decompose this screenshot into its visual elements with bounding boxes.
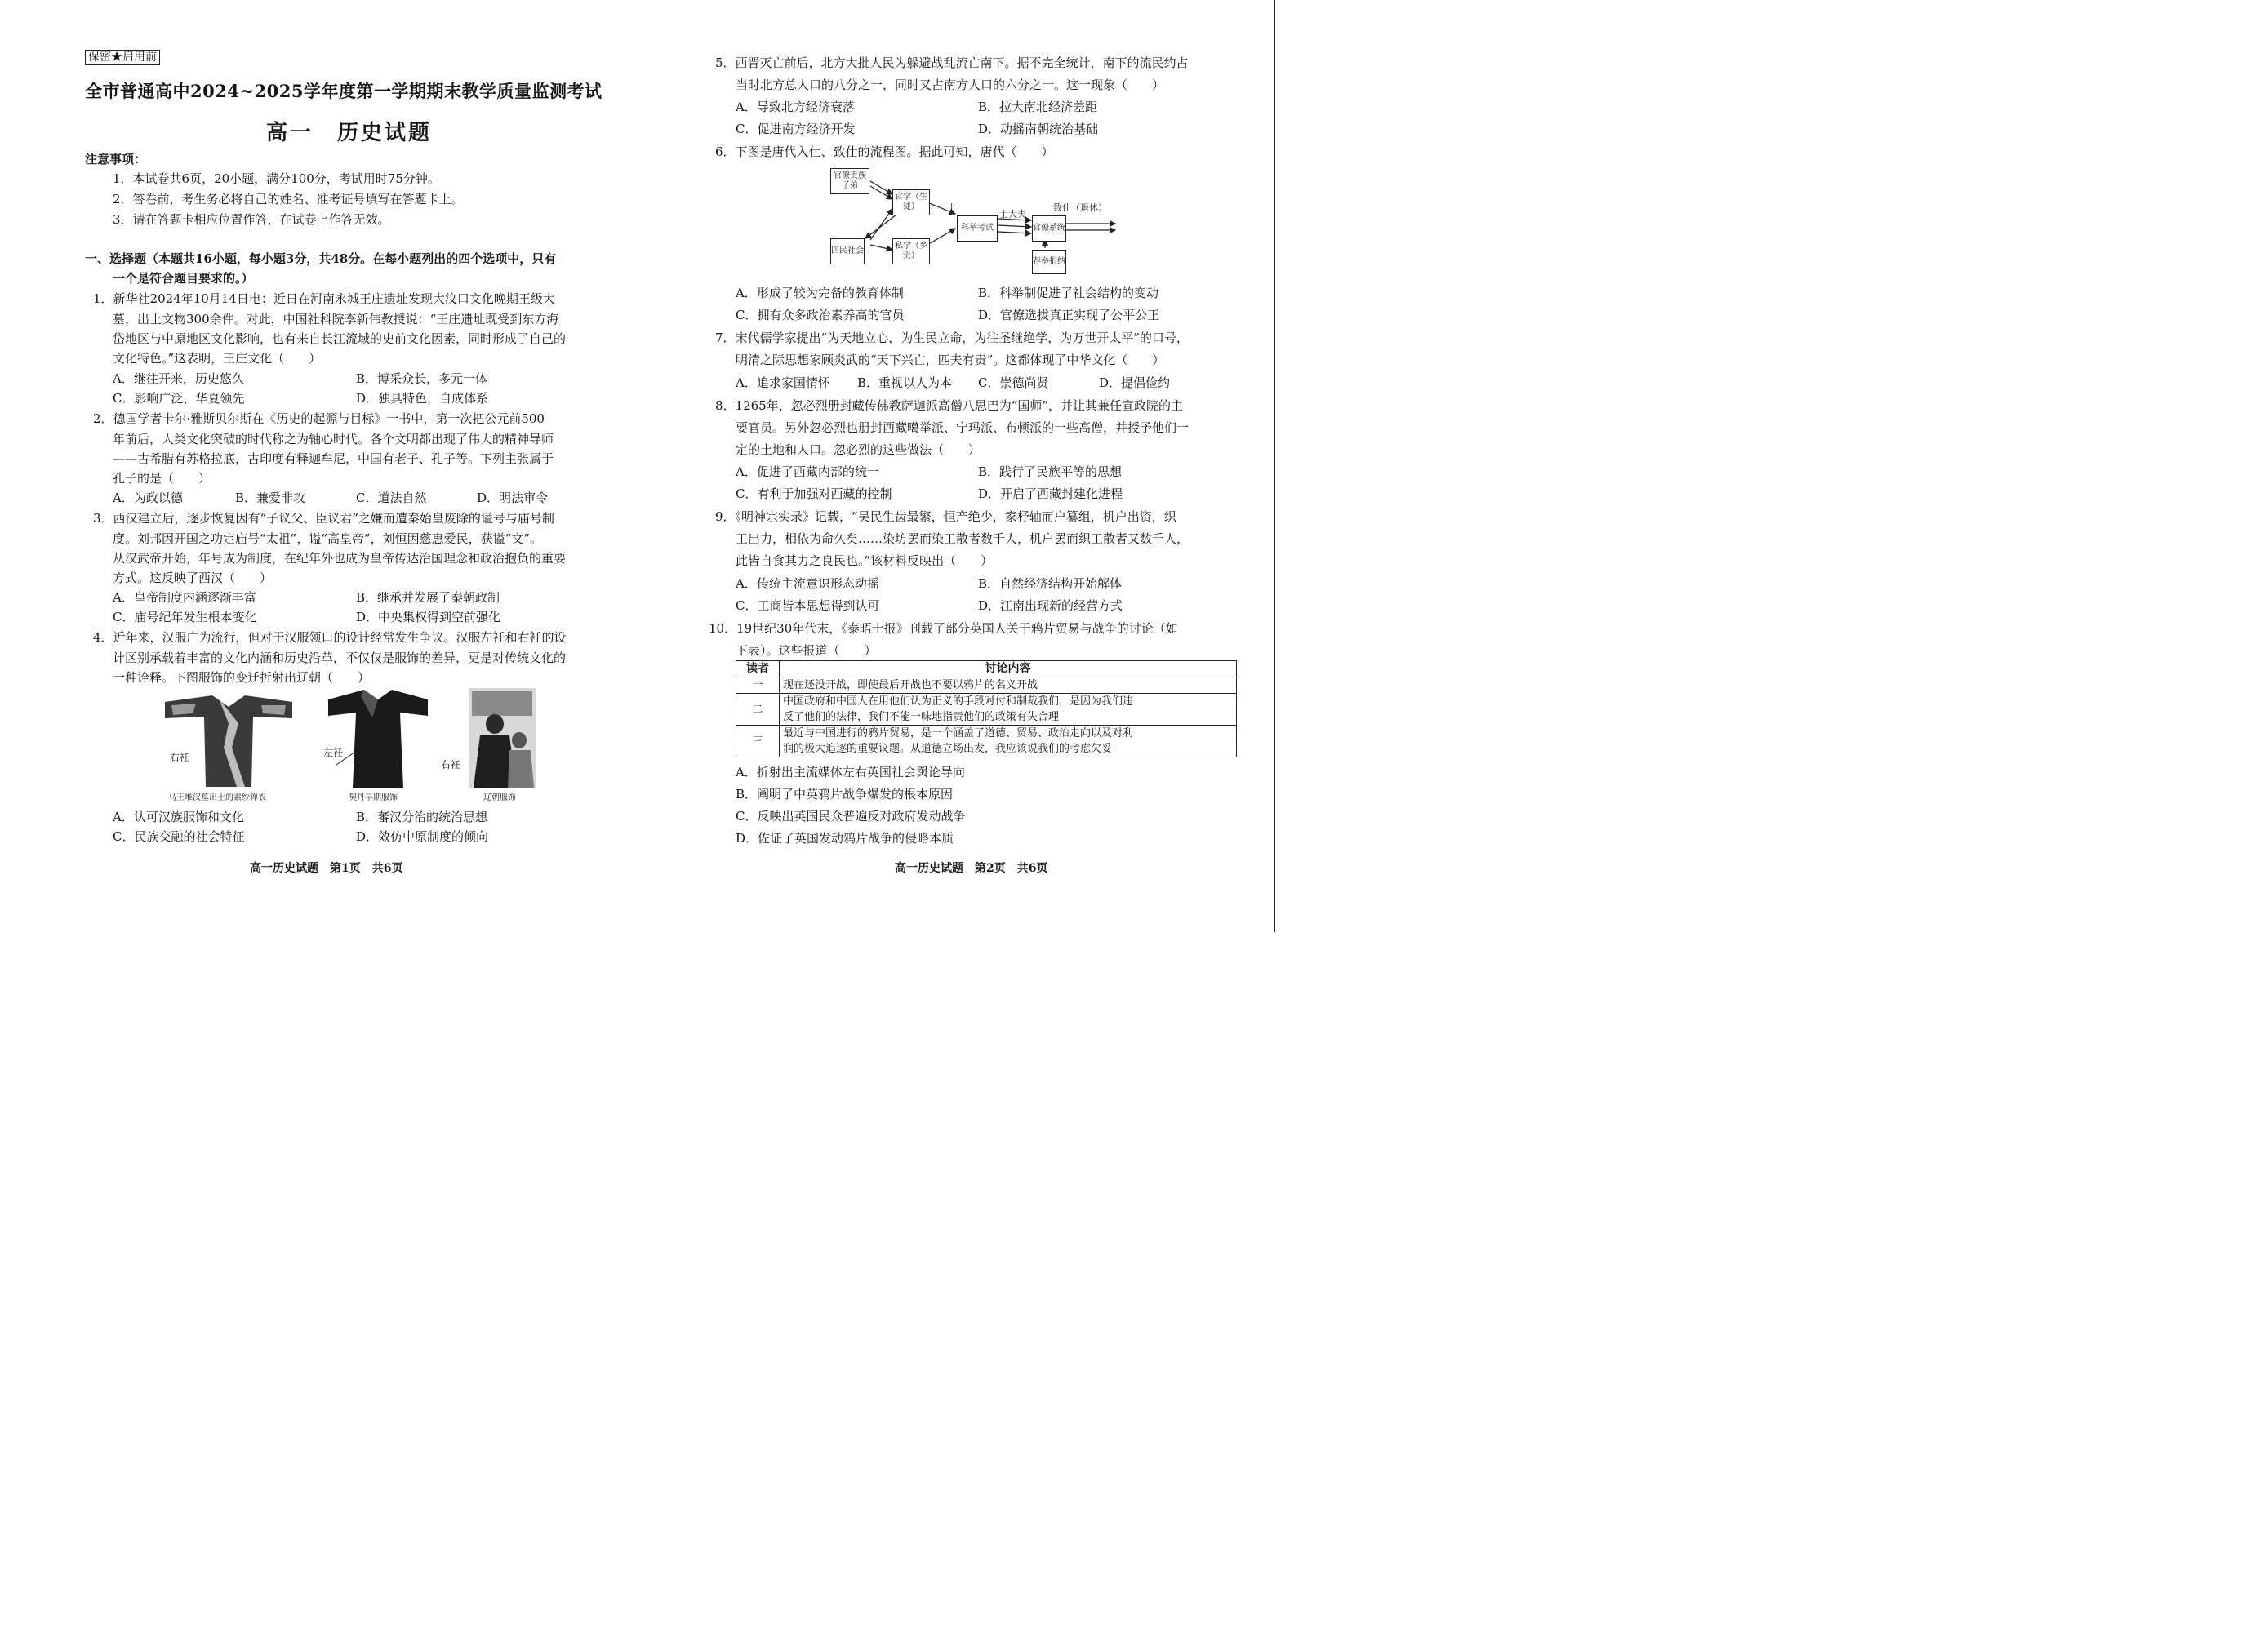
- q8-option-b: B．践行了民族平等的思想: [978, 464, 1123, 479]
- notice-item: 3．请在答题卡相应位置作答，在试卷上作答无效。: [113, 212, 390, 227]
- image2-caption: 契丹早期服饰: [349, 793, 398, 802]
- image3-label: 右衽: [441, 759, 461, 770]
- q6-stem: 6．下图是唐代入仕、致仕的流程图。据此可知，唐代（ ）: [715, 144, 1054, 159]
- q6-option-d: D．官僚选拔真正实现了公平公正: [978, 308, 1160, 322]
- table-cell-content: 现在还没开战，即使最后开战也不要以鸦片的名义开战: [780, 677, 1237, 694]
- q2-option-d: D．明法审令: [477, 491, 549, 505]
- image3-caption: 辽朝服饰: [483, 793, 516, 802]
- q3-stem: 3．西汉建立后，逐步恢复因有“子议父、臣议君”之嫌而遭秦始皇废除的谥号与庙号制: [93, 511, 554, 526]
- exam-title: 全市普通高中2024~2025学年度第一学期期末教学质量监测考试: [85, 81, 603, 101]
- q2-stem: 年前后，人类文化突破的时代称之为轴心时代。各个文明都出现了伟大的精神导师: [113, 432, 554, 446]
- q1-option-a: A．继往开来，历史悠久: [113, 371, 244, 386]
- q6-option-b: B．科举制促进了社会结构的变动: [978, 286, 1159, 300]
- q5-option-b: B．拉大南北经济差距: [978, 100, 1098, 114]
- scan-edge: [1274, 0, 1275, 932]
- node-recommend-purchase: 荐举捐纳: [1032, 250, 1066, 274]
- q2-stem: 2．德国学者卡尔·雅斯贝尔斯在《历史的起源与目标》一书中，第一次把公元前500: [93, 411, 545, 426]
- label-scholar: 士: [947, 202, 956, 213]
- notice-heading: 注意事项：: [85, 152, 147, 167]
- table-row: [736, 694, 1237, 726]
- q10-stem: 下表）。这些报道（ ）: [736, 643, 877, 658]
- notice-item: 1．本试卷共6页，20小题，满分100分，考试用时75分钟。: [113, 171, 440, 186]
- q3-option-d: D．中央集权得到空前强化: [356, 610, 501, 624]
- q1-stem: 1．新华社2024年10月14日电：近日在河南永城王庄遗址发现大汶口文化晚期王级大: [93, 291, 555, 306]
- q5-stem: 5．西晋灭亡前后，北方大批人民为躲避战乱流亡南下。据不完全统计，南下的流民约占: [715, 56, 1189, 70]
- image1-caption: 马王堆汉墓出土的素纱禅衣: [168, 793, 266, 802]
- q4-option-c: C．民族交融的社会特征: [113, 829, 245, 844]
- q7-option-c: C．崇德尚贤: [978, 375, 1049, 390]
- q3-stem: 从汉武帝开始，年号成为制度，在纪年外也成为皇帝传达治国理念和政治抱负的重要: [113, 551, 567, 566]
- q3-stem: 度。刘邦因开国之功定庙号“太祖”，谥“高皇帝”，刘恒因慈惠爱民，获谥“文”。: [113, 531, 543, 546]
- q7-stem: 7．宋代儒学家提出“为天地立心，为生民立命，为往圣继绝学，为万世开太平”的口号，: [715, 331, 1189, 345]
- q8-stem: 定的土地和人口。忽必烈的这些做法（ ）: [736, 442, 981, 457]
- q2-option-a: A．为政以德: [113, 491, 183, 505]
- exam-subtitle: 高一 历史试题: [266, 121, 433, 145]
- q9-option-b: B．自然经济结构开始解体: [978, 576, 1123, 591]
- q1-stem: 文化特色。”这表明，王庄文化（ ）: [113, 351, 322, 366]
- table-row: [736, 677, 1237, 694]
- q5-option-d: D．动摇南朝统治基础: [978, 122, 1099, 136]
- node-bureaucracy: 官僚系统: [1032, 215, 1066, 242]
- table-cell-reader: 一: [736, 677, 780, 694]
- footer-page-1: 高一历史试题 第1页 共6页: [250, 862, 403, 875]
- q7-option-b: B．重视以人为本: [857, 375, 953, 390]
- table-header: 读者: [736, 661, 780, 677]
- q1-stem: 墓，出土文物300余件。对此，中国社科院李新伟教授说：“王庄遗址既受到东方海: [113, 312, 559, 326]
- q1-stem: 岱地区与中原地区文化影响，也有来自长江流域的史前文化因素，同时形成了自己的: [113, 331, 567, 346]
- section-heading-cont: 一个是符合题目要求的。）: [113, 271, 254, 286]
- notice-item: 2．答卷前，考生务必将自己的姓名、准考证号填写在答题卡上。: [113, 192, 464, 206]
- image2-label: 左衽: [323, 747, 344, 758]
- table-cell-reader: 三: [736, 726, 780, 757]
- node-official-children: 官僚贵族子弟: [830, 168, 869, 194]
- image1-label: 右衽: [170, 752, 190, 763]
- q8-stem: 8．1265年，忽必烈册封藏传佛教萨迦派高僧八思巴为“国师”，并让其兼任宣政院的主: [715, 398, 1184, 413]
- q4-stem: 计区别承载着丰富的文化内涵和历史沿革，不仅仅是服饰的差异，更是对传统文化的: [113, 651, 567, 665]
- table-cell-line: 最近与中国进行的鸦片贸易，是一个涵盖了道德、贸易、政治走向以及对利: [783, 727, 1134, 739]
- q2-option-b: B．兼爱非攻: [235, 491, 306, 505]
- node-private-school: 私学（乡贡）: [892, 238, 930, 264]
- q3-option-a: A．皇帝制度内涵逐渐丰富: [113, 590, 256, 605]
- q9-option-c: C．工商皆本思想得到认可: [736, 598, 880, 613]
- q5-option-c: C．促进南方经济开发: [736, 122, 856, 136]
- q9-option-d: D．江南出现新的经营方式: [978, 598, 1123, 613]
- q6-option-a: A．形成了较为完备的教育体制: [736, 286, 904, 300]
- q8-option-c: C．有利于加强对西藏的控制: [736, 486, 892, 501]
- section-heading: 一、选择题（本题共16小题，每小题3分，共48分。在每小题列出的四个选项中，只有: [85, 251, 557, 266]
- table-cell-reader: 二: [736, 694, 780, 726]
- silk-robe-image: [163, 691, 294, 788]
- q9-stem: 工出力，相依为命久矣……染坊罢而染工散者数千人，机户罢而织工散者又数千人，: [736, 531, 1190, 546]
- q4-option-a: A．认可汉族服饰和文化: [113, 810, 244, 824]
- q4-option-b: B．蕃汉分治的统治思想: [356, 810, 488, 824]
- q8-option-d: D．开启了西藏封建化进程: [978, 486, 1123, 501]
- q10-option-b: B．阐明了中英鸦片战争爆发的根本原因: [736, 787, 954, 802]
- q2-option-c: C．道法自然: [356, 491, 427, 505]
- readers-table: [736, 660, 1237, 757]
- q1-option-d: D．独具特色，自成体系: [356, 391, 489, 406]
- q3-stem: 方式。这反映了西汉（ ）: [113, 571, 273, 585]
- q4-option-d: D．效仿中原制度的倾向: [356, 829, 489, 844]
- node-four-classes: 四民社会: [830, 238, 865, 264]
- table-cell-line: 反了他们的法律，我们不能一味地指责他们的政策有失合理: [783, 711, 1060, 723]
- q7-stem: 明清之际思想家顾炎武的“天下兴亡，匹夫有责”。这都体现了中华文化（ ）: [736, 353, 1165, 367]
- q9-stem: 9．《明神宗实录》记载，“吴民生齿最繁，恒产绝少，家杼轴而户纂组，机户出资，织: [715, 509, 1176, 524]
- q5-stem: 当时北方总人口的八分之一，同时又占南方人口的六分之一。这一现象（ ）: [736, 78, 1165, 92]
- q5-option-a: A．导致北方经济衰落: [736, 100, 855, 114]
- q2-stem: ——古希腊有苏格拉底，古印度有释迦牟尼，中国有老子、孔子等。下列主张属于: [113, 451, 554, 466]
- q1-option-b: B．博采众长，多元一体: [356, 371, 488, 386]
- q10-stem: 10．19世纪30年代末，《泰晤士报》刊载了部分英国人关于鸦片贸易与战争的讨论（如: [709, 621, 1178, 636]
- table-cell-content: [780, 726, 1237, 757]
- q2-stem: 孔子的是（ ）: [113, 471, 211, 486]
- q10-option-c: C．反映出英国民众普遍反对政府发动战争: [736, 809, 966, 824]
- confidential-stamp: 保密★启用前: [85, 50, 160, 65]
- q3-option-b: B．继承并发展了秦朝政制: [356, 590, 500, 605]
- table-cell-line: 润的极大追逐的重要议题。从道德立场出发，我应该说我们的考虑欠妥: [783, 743, 1113, 755]
- q4-stem: 4．近年来，汉服广为流行，但对于汉服领口的设计经常发生争议。汉服左衽和右衽的设: [93, 630, 567, 645]
- table-cell-content: [780, 694, 1237, 726]
- khitan-robe-image: [325, 688, 431, 790]
- q7-option-d: D．提倡俭约: [1099, 375, 1171, 390]
- q4-stem: 一种诠释。下图服饰的变迁折射出辽朝（ ）: [113, 670, 371, 685]
- q7-option-a: A．追求家国情怀: [736, 375, 830, 390]
- q1-option-c: C．影响广泛，华夏领先: [113, 391, 245, 406]
- table-cell-line: 中国政府和中国人在用他们认为正义的手段对付和制裁我们，是因为我们违: [783, 695, 1134, 708]
- liao-robe-image: [469, 688, 536, 788]
- table-header: 讨论内容: [780, 661, 1237, 677]
- q8-stem: 要官员。另外忽必烈也册封西藏噶举派、宁玛派、布顿派的一些高僧，并授予他们一: [736, 420, 1190, 435]
- node-imperial-exam: 科举考试: [957, 215, 998, 242]
- q8-option-a: A．促进了西藏内部的统一: [736, 464, 879, 479]
- q9-option-a: A．传统主流意识形态动摇: [736, 576, 879, 591]
- footer-page-2: 高一历史试题 第2页 共6页: [895, 862, 1048, 875]
- q10-option-d: D．佐证了英国发动鸦片战争的侵略本质: [736, 831, 954, 846]
- q10-option-a: A．折射出主流媒体左右英国社会舆论导向: [736, 765, 965, 779]
- table-row: [736, 726, 1237, 757]
- node-official-school: 官学（生徒）: [892, 189, 930, 215]
- q9-stem: 此皆自食其力之良民也。”该材料反映出（ ）: [736, 553, 994, 568]
- q3-option-c: C．庙号纪年发生根本变化: [113, 610, 257, 624]
- label-literati: 士大夫: [999, 209, 1026, 220]
- label-retirement: 致仕（退休）: [1053, 202, 1107, 213]
- q6-option-c: C．拥有众多政治素养高的官员: [736, 308, 905, 322]
